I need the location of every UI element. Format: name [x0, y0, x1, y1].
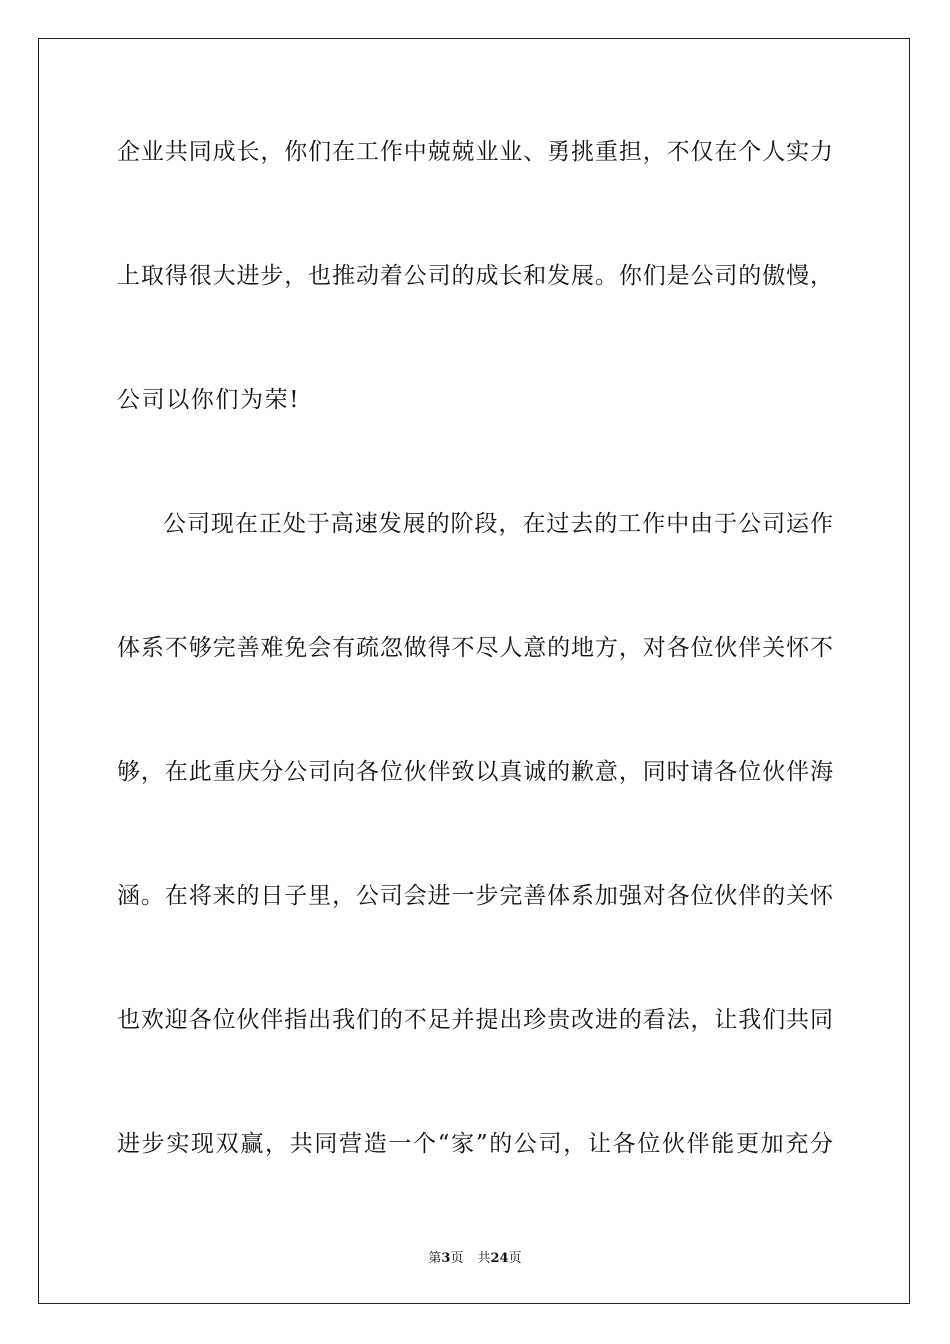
footer-total-prefix: 共: [477, 1251, 491, 1266]
body-text-line-7: 涵。在将来的日子里，公司会进一步完善体系加强对各位伙伴的关怀: [117, 883, 833, 909]
footer-page-suffix: 页: [450, 1251, 464, 1266]
footer-page-total: 24: [490, 1251, 509, 1266]
footer-total-suffix: 页: [508, 1251, 522, 1266]
page-footer: [0, 1247, 950, 1266]
footer-page-prefix: 第: [428, 1251, 442, 1266]
body-text-line-1: 企业共同成长，你们在工作中兢兢业业、勇挑重担，不仅在个人实力: [117, 139, 833, 165]
body-text-line-9: 进步实现双赢，共同营造一个“家”的公司，让各位伙伴能更加充分: [117, 1131, 833, 1157]
footer-page-current: 3: [441, 1251, 451, 1266]
body-text-line-3: 公司以你们为荣!: [117, 387, 301, 413]
body-text-line-5: 体系不够完善难免会有疏忽做得不尽人意的地方，对各位伙伴关怀不: [117, 635, 833, 661]
body-text-line-2: 上取得很大进步，也推动着公司的成长和发展。你们是公司的傲慢，: [117, 263, 833, 289]
body-text-line-6: 够，在此重庆分公司向各位伙伴致以真诚的歉意，同时请各位伙伴海: [117, 759, 833, 785]
page-border: [38, 38, 910, 1304]
body-text-line-8: 也欢迎各位伙伴指出我们的不足并提出珍贵改进的看法，让我们共同: [117, 1007, 833, 1033]
body-text-line-4: 公司现在正处于高速发展的阶段，在过去的工作中由于公司运作: [163, 511, 833, 537]
